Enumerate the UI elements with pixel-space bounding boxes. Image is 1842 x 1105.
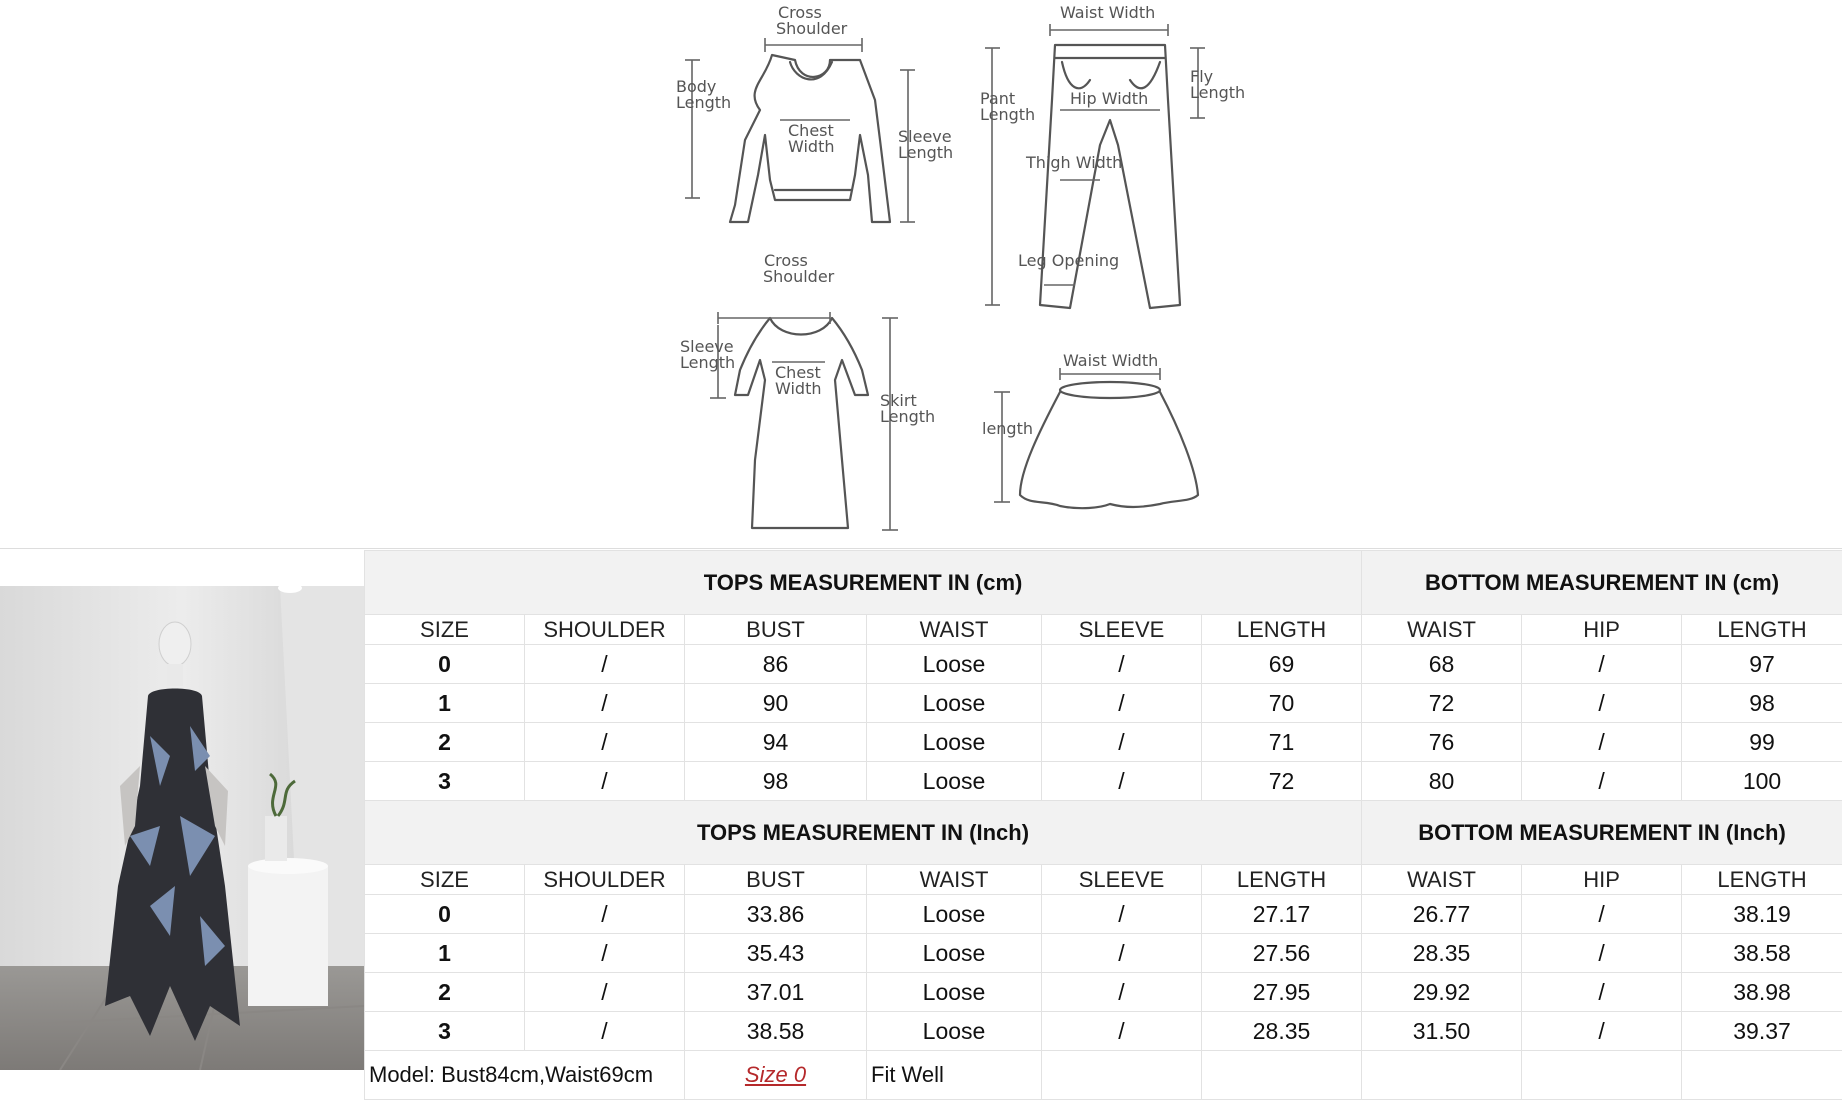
top-chest-width-label-1: Chest [788,121,834,140]
measurement-cell: Loose [867,723,1042,762]
measurement-cell: / [1522,762,1682,801]
measurement-cell: Loose [867,895,1042,934]
pants-leg-opening-label: Leg Opening [1018,251,1120,270]
column-header: SIZE [365,865,525,895]
measurement-cell: 28.35 [1362,934,1522,973]
top-sleeve-length-label-2: Length [898,143,954,162]
measurement-cell: 86 [685,645,867,684]
measurement-cell: 98 [685,762,867,801]
measurement-cell: Loose [867,1012,1042,1051]
measurement-cell: 38.19 [1682,895,1842,934]
table-row [365,723,1842,762]
top-body-length-label-1: Body [676,77,717,96]
measurement-cell: / [1042,762,1202,801]
pants-pant-length-label-2: Length [980,105,1036,124]
bottom-cm-title: BOTTOM MEASUREMENT IN (cm) [1362,551,1842,615]
cm-section-header [365,551,1842,615]
measurement-cell: 37.01 [685,973,867,1012]
pants-fly-length-label-1: Fly [1190,67,1214,86]
footer-section [365,1051,1842,1100]
column-header: BUST [685,615,867,645]
column-header: SLEEVE [1042,865,1202,895]
table-row [365,645,1842,684]
measurement-cell: 80 [1362,762,1522,801]
measurement-cell: 71 [1202,723,1362,762]
measurement-cell: 27.56 [1202,934,1362,973]
measurement-cell: 38.98 [1682,973,1842,1012]
dress-chest-width-label-1: Chest [775,363,821,382]
dress-skirt-length-label-1: Skirt [880,391,917,410]
top-body-length-label-2: Length [676,93,732,112]
dress-sleeve-length-label-1: Sleeve [680,337,734,356]
size-cell: 1 [365,934,525,973]
column-header: WAIST [867,615,1042,645]
column-header: SLEEVE [1042,615,1202,645]
column-header: WAIST [1362,865,1522,895]
column-header: LENGTH [1682,865,1842,895]
measurement-cell: 39.37 [1682,1012,1842,1051]
garment-sketches [0,0,1842,548]
measurement-cell: 29.92 [1362,973,1522,1012]
empty-cell [1202,1051,1362,1100]
table-row [365,1012,1842,1051]
inch-section-header [365,801,1842,865]
empty-cell [1042,1051,1202,1100]
measurement-cell: 33.86 [685,895,867,934]
empty-cell [1362,1051,1522,1100]
size-chart [364,550,1842,1105]
table-row [365,934,1842,973]
dress-sleeve-length-label-2: Length [680,353,736,372]
empty-cell [1522,1051,1682,1100]
table-row [365,684,1842,723]
measurement-cell: / [525,723,685,762]
measurement-cell: 97 [1682,645,1842,684]
measurement-cell: Loose [867,645,1042,684]
skirt-garment-sketch [994,368,1198,508]
measurement-cell: / [525,645,685,684]
size-cell: 1 [365,684,525,723]
column-header: LENGTH [1682,615,1842,645]
measurement-cell: 72 [1362,684,1522,723]
pants-hip-width-label: Hip Width [1070,89,1149,108]
measurement-cell: / [1042,645,1202,684]
measurement-cell: / [525,762,685,801]
measurement-cell: 70 [1202,684,1362,723]
measurement-cell: 38.58 [685,1012,867,1051]
column-header: HIP [1522,615,1682,645]
column-header: SHOULDER [525,615,685,645]
measurement-cell: / [1042,684,1202,723]
cm-column-headers [365,615,1842,645]
measurement-cell: 31.50 [1362,1012,1522,1051]
column-header: WAIST [867,865,1042,895]
size-cell: 2 [365,723,525,762]
fit-note: Fit Well [867,1051,1042,1100]
size-cell: 0 [365,645,525,684]
bottom-inch-title: BOTTOM MEASUREMENT IN (Inch) [1362,801,1842,865]
measurement-cell: 98 [1682,684,1842,723]
model-photo-image [0,586,364,1070]
measurement-cell: 26.77 [1362,895,1522,934]
footer-row [365,1051,1842,1100]
measurement-cell: / [1522,934,1682,973]
dress-chest-width-label-2: Width [775,379,822,398]
measurement-cell: Loose [867,684,1042,723]
measurement-cell: / [1522,684,1682,723]
column-header: LENGTH [1202,865,1362,895]
measurement-cell: 28.35 [1202,1012,1362,1051]
column-header: SHOULDER [525,865,685,895]
skirt-length-label: length [982,419,1033,438]
pants-waist-width-label: Waist Width [1060,3,1156,22]
measurement-cell: Loose [867,934,1042,973]
measurement-cell: / [1522,1012,1682,1051]
dress-cross-shoulder-label-2: Shoulder [763,267,835,286]
empty-cell [1682,1051,1842,1100]
inch-column-headers [365,865,1842,895]
table-row [365,973,1842,1012]
table-row [365,895,1842,934]
column-header: BUST [685,865,867,895]
measurement-cell: 90 [685,684,867,723]
column-header: SIZE [365,615,525,645]
size-chart-table [364,550,1842,1100]
top-cross-shoulder-label-2: Shoulder [776,19,848,38]
tops-cm-title: TOPS MEASUREMENT IN (cm) [365,551,1362,615]
size-cell: 2 [365,973,525,1012]
measurement-cell: / [525,934,685,973]
table-row [365,762,1842,801]
measurement-cell: 68 [1362,645,1522,684]
measurement-cell: 100 [1682,762,1842,801]
measurement-cell: Loose [867,973,1042,1012]
measurement-cell: 99 [1682,723,1842,762]
measurement-cell: / [525,1012,685,1051]
dress-cross-shoulder-label-1: Cross [764,251,808,270]
cm-table-section [365,551,1842,801]
measurement-cell: 94 [685,723,867,762]
pants-thigh-width-label: Thigh Width [1026,153,1123,172]
top-chest-width-label-2: Width [788,137,835,156]
measurement-cell: 35.43 [685,934,867,973]
column-header: LENGTH [1202,615,1362,645]
column-header: HIP [1522,865,1682,895]
top-cross-shoulder-label-1: Cross [778,3,822,22]
measurement-cell: / [1522,723,1682,762]
measurement-cell: / [1042,934,1202,973]
dress-garment-sketch [710,312,898,530]
measurement-cell: / [1042,973,1202,1012]
model-photo [0,586,364,1070]
measurement-cell: 76 [1362,723,1522,762]
measurement-cell: 69 [1202,645,1362,684]
skirt-waist-width-label: Waist Width [1063,351,1159,370]
top-sleeve-length-label-1: Sleeve [898,127,952,146]
measurement-cell: 38.58 [1682,934,1842,973]
measurement-cell: 72 [1202,762,1362,801]
measurement-cell: / [525,684,685,723]
measurement-diagrams [0,0,1842,549]
measurement-cell: / [1042,1012,1202,1051]
measurement-cell: 27.17 [1202,895,1362,934]
inch-table-section [365,801,1842,1051]
measurement-cell: / [1522,645,1682,684]
dress-skirt-length-label-2: Length [880,407,936,426]
measurement-cell: Loose [867,762,1042,801]
measurement-cell: 27.95 [1202,973,1362,1012]
measurement-cell: / [525,973,685,1012]
column-header: WAIST [1362,615,1522,645]
size-cell: 0 [365,895,525,934]
pants-pant-length-label-1: Pant [980,89,1016,108]
measurement-cell: / [1042,895,1202,934]
measurement-cell: / [525,895,685,934]
tops-inch-title: TOPS MEASUREMENT IN (Inch) [365,801,1362,865]
pants-fly-length-label-2: Length [1190,83,1246,102]
measurement-cell: / [1522,895,1682,934]
measurement-cell: / [1042,723,1202,762]
model-measurements: Model: Bust84cm,Waist69cm [365,1051,685,1100]
model-size: Size 0 [685,1051,867,1100]
measurement-cell: / [1522,973,1682,1012]
size-cell: 3 [365,1012,525,1051]
size-cell: 3 [365,762,525,801]
